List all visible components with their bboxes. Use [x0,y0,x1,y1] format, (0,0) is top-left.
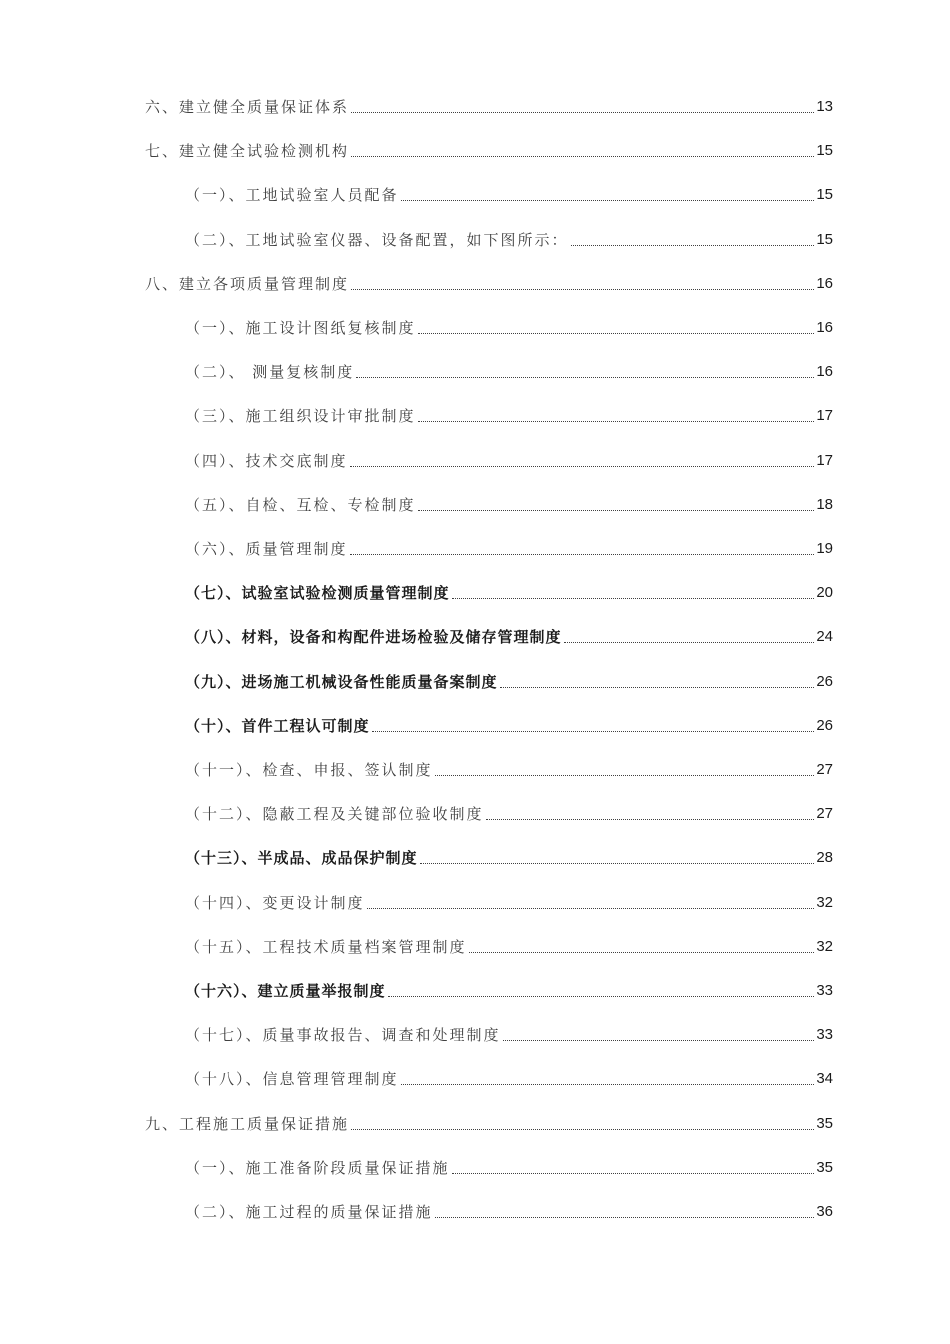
toc-entry[interactable] [145,95,833,119]
toc-entry-page-number: 16 [816,363,833,381]
toc-entry[interactable] [185,1023,833,1047]
toc-entry-title: （七）、试验室试验检测质量管理制度 [185,584,450,603]
toc-entry[interactable] [185,1200,833,1224]
toc-entry-title: （一）、施工准备阶段质量保证措施 [185,1158,450,1177]
toc-entry-page-number: 15 [816,230,833,248]
toc-entry[interactable] [185,935,833,959]
toc-entry-page-number: 28 [816,849,833,867]
toc-entry-page-number: 19 [816,540,833,557]
toc-dot-leader [388,996,815,997]
toc-entry[interactable] [185,581,833,605]
toc-entry-title: 六、建立健全质量保证体系 [145,98,350,116]
toc-entry-page-number: 34 [816,1070,833,1088]
toc-entry-title: （十六）、建立质量举报制度 [185,982,386,1000]
toc-entry-title: （十八）、信息管理管理制度 [185,1070,399,1089]
toc-dot-leader [350,466,815,467]
toc-entry-page-number: 35 [816,1114,833,1132]
toc-dot-leader [418,333,815,334]
toc-entry[interactable] [185,979,833,1003]
toc-dot-leader [351,1129,814,1130]
toc-entry[interactable] [185,183,833,207]
toc-entry[interactable] [185,360,833,384]
toc-entry-page-number: 24 [816,628,833,646]
toc-dot-leader [367,908,815,909]
toc-dot-leader [420,863,815,864]
toc-entry-title: （十二）、隐蔽工程及关键部位验收制度 [185,805,484,824]
toc-dot-leader [401,200,815,201]
toc-entry-page-number: 20 [816,584,833,602]
toc-dot-leader [452,598,815,599]
toc-entry-page-number: 17 [816,451,833,469]
toc-entry[interactable] [185,802,833,826]
toc-entry[interactable] [185,891,833,915]
toc-entry-page-number: 13 [816,98,833,115]
toc-entry-title: （二）、施工过程的质量保证措施 [185,1203,433,1221]
toc-dot-leader [418,510,815,511]
toc-entry-page-number: 33 [816,1026,833,1044]
toc-entry-title: （六）、质量管理制度 [185,540,348,558]
toc-entry-title: （十七）、质量事故报告、调查和处理制度 [185,1026,501,1045]
toc-dot-leader [350,554,815,555]
toc-dot-leader [452,1173,815,1174]
toc-entry-page-number: 35 [816,1158,833,1176]
toc-dot-leader [571,245,815,246]
toc-dot-leader [351,156,814,157]
toc-dot-leader [469,952,815,953]
toc-entry-title: （一）、工地试验室人员配备 [185,186,399,205]
toc-entry[interactable] [185,1067,833,1091]
toc-entry-page-number: 17 [816,407,833,425]
toc-dot-leader [486,819,815,820]
toc-entry-title: （十五）、工程技术质量档案管理制度 [185,937,467,956]
toc-entry[interactable] [185,228,833,252]
toc-entry-title: （九）、进场施工机械设备性能质量备案制度 [185,672,498,691]
toc-dot-leader [372,731,815,732]
toc-dot-leader [401,1084,815,1085]
toc-dot-leader [356,377,814,378]
toc-entry[interactable] [185,1156,833,1180]
toc-entry[interactable] [185,537,833,561]
toc-entry-title: （十四）、变更设计制度 [185,893,365,912]
toc-entry-title: 八、建立各项质量管理制度 [145,274,350,293]
toc-entry-page-number: 16 [816,274,833,292]
toc-entry-title: 九、工程施工质量保证措施 [145,1114,350,1133]
toc-dot-leader [351,289,814,290]
toc-entry-title: 七、建立健全试验检测机构 [145,142,350,161]
toc-entry-page-number: 27 [816,761,833,778]
toc-entry-title: （一）、施工设计图纸复核制度 [185,319,416,337]
toc-entry-page-number: 18 [816,495,833,513]
toc-entry[interactable] [185,404,833,428]
toc-dot-leader [351,112,814,113]
toc-entry[interactable] [145,139,833,163]
toc-entry-title: （二）、工地试验室仪器、设备配置，如下图所示： [185,230,569,249]
toc-entry[interactable] [185,625,833,649]
toc-entry[interactable] [145,272,833,296]
toc-dot-leader [503,1040,815,1041]
toc-entry[interactable] [145,1112,833,1136]
toc-entry-title: （十）、首件工程认可制度 [185,716,370,735]
toc-entry[interactable] [185,758,833,782]
toc-entry[interactable] [185,846,833,870]
toc-entry-page-number: 36 [816,1203,833,1220]
toc-entry-page-number: 32 [816,893,833,911]
toc-entry[interactable] [185,449,833,473]
toc-entry[interactable] [185,316,833,340]
toc-dot-leader [435,1217,815,1218]
toc-entry-title: （十一）、检查、申报、签认制度 [185,761,433,779]
toc-entry-page-number: 32 [816,937,833,955]
toc-entry-page-number: 26 [816,672,833,690]
toc-entry[interactable] [185,670,833,694]
toc-dot-leader [500,687,815,688]
toc-entry-page-number: 15 [816,186,833,204]
toc-dot-leader [564,642,815,643]
toc-entry-page-number: 16 [816,319,833,336]
toc-dot-leader [418,421,815,422]
toc-dot-leader [435,775,815,776]
toc-entry-page-number: 15 [816,142,833,160]
toc-entry-title: （十三）、半成品、成品保护制度 [185,849,418,868]
toc-entry[interactable] [185,714,833,738]
toc-entry-title: （四）、技术交底制度 [185,451,348,470]
toc-entry-page-number: 26 [816,716,833,734]
toc-entry-title: （五）、自检、互检、专检制度 [185,495,416,514]
toc-entry-title: （八）、材料，设备和构配件进场检验及储存管理制度 [185,628,562,647]
toc-entry-title: （二）、 测量复核制度 [185,363,355,382]
toc-entry[interactable] [185,493,833,517]
toc-entry-page-number: 33 [816,982,833,999]
toc-entry-title: （三）、施工组织设计审批制度 [185,407,416,426]
toc-entry-page-number: 27 [816,805,833,823]
